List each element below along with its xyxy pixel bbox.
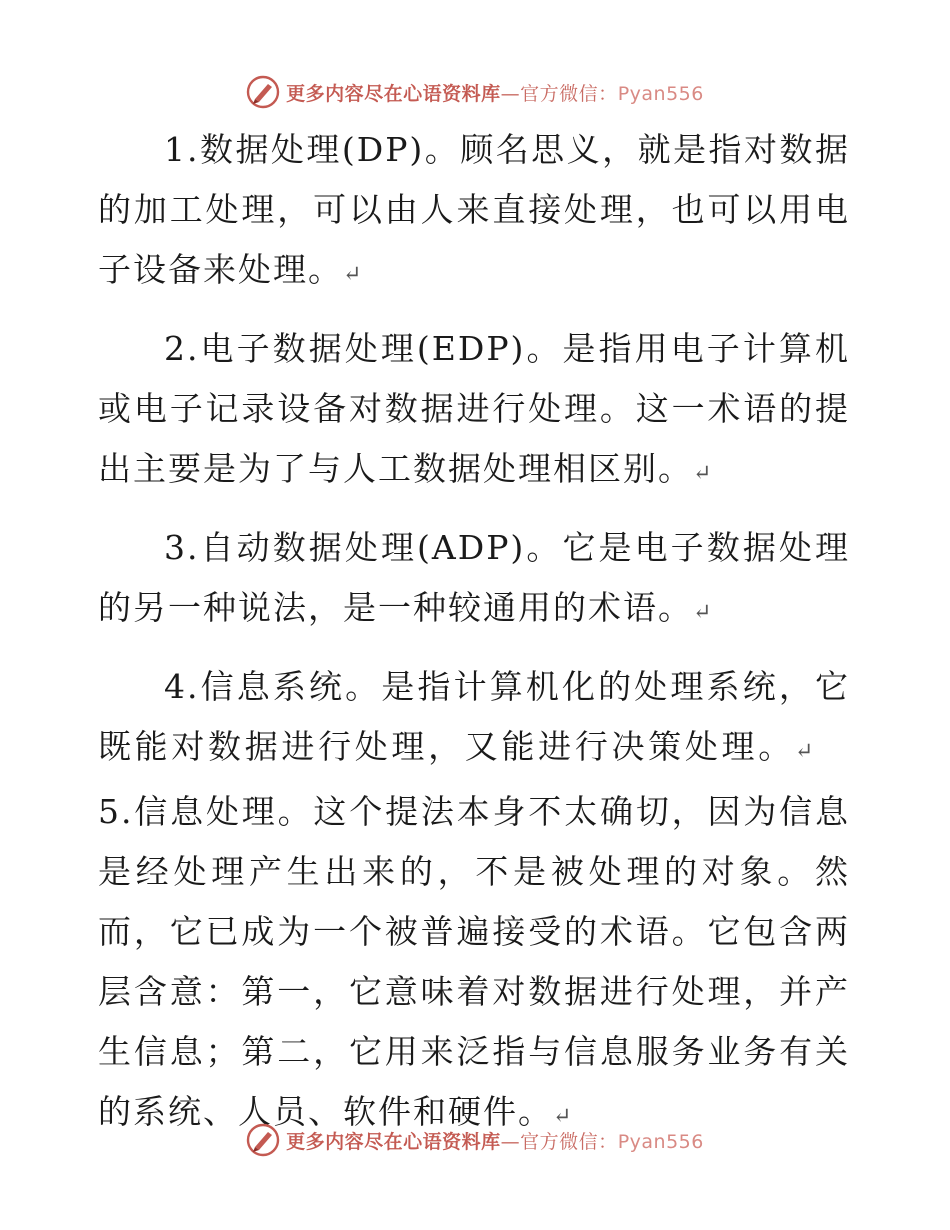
paragraph-text: 2.电子数据处理(EDP)。是指用电子计算机或电子记录设备对数据进行处理。这一术语的提出主要是为了与人工数据处理相区别。 bbox=[98, 329, 850, 488]
watermark-text bbox=[286, 1127, 704, 1154]
paragraph-text-continued: 5.信息处理。这个提法本身不太确切，因为信息是经处理产生出来的，不是被处理的对象。然而，它已成为一个被普遍接受的术语。它包含两层含意：第一，它意味着对数据进行处理，并产生信息；第二，它用来泛指与信息服务业务有关的系统、人员、软件和硬件。 bbox=[98, 727, 851, 1131]
watermark-cn: 更多内容尽在心语资料库 bbox=[286, 1130, 501, 1153]
paragraph-4 bbox=[98, 657, 850, 1147]
return-mark: ↵ bbox=[693, 600, 712, 625]
watermark-dash: — bbox=[500, 1130, 521, 1153]
return-mark: ↵ bbox=[693, 461, 712, 486]
paragraph-2 bbox=[98, 319, 850, 504]
return-mark: ↵ bbox=[553, 1104, 572, 1129]
document-body bbox=[98, 120, 850, 1161]
pen-logo-icon bbox=[246, 75, 280, 109]
watermark-wechat-label: 官方微信： bbox=[520, 1130, 618, 1153]
paragraph-1 bbox=[98, 120, 850, 305]
paragraph-3 bbox=[98, 518, 850, 643]
return-mark: ↵ bbox=[343, 262, 362, 287]
watermark-wechat-label: 官方微信： bbox=[520, 82, 618, 105]
paragraph-text: 1.数据处理(DP)。顾名思义，就是指对数据的加工处理，可以由人来直接处理，也可以用电子设备来处理。 bbox=[98, 130, 850, 289]
watermark-wechat-id: Pyan556 bbox=[617, 82, 704, 105]
header-watermark bbox=[0, 72, 950, 112]
paragraph-text: 3.自动数据处理(ADP)。它是电子数据处理的另一种说法，是一种较通用的术语。 bbox=[98, 528, 850, 627]
pen-logo-icon bbox=[246, 1123, 280, 1157]
watermark-dash: — bbox=[500, 82, 521, 105]
paragraph-text: 4.信息系统。是指计算机化的处理系统，它既能对数据进行处理，又能进行决策处理。 bbox=[98, 667, 850, 766]
footer-watermark bbox=[0, 1120, 950, 1160]
watermark-cn: 更多内容尽在心语资料库 bbox=[286, 82, 501, 105]
watermark-text bbox=[286, 79, 704, 106]
return-mark: ↵ bbox=[794, 739, 814, 764]
watermark-wechat-id: Pyan556 bbox=[617, 1130, 704, 1153]
